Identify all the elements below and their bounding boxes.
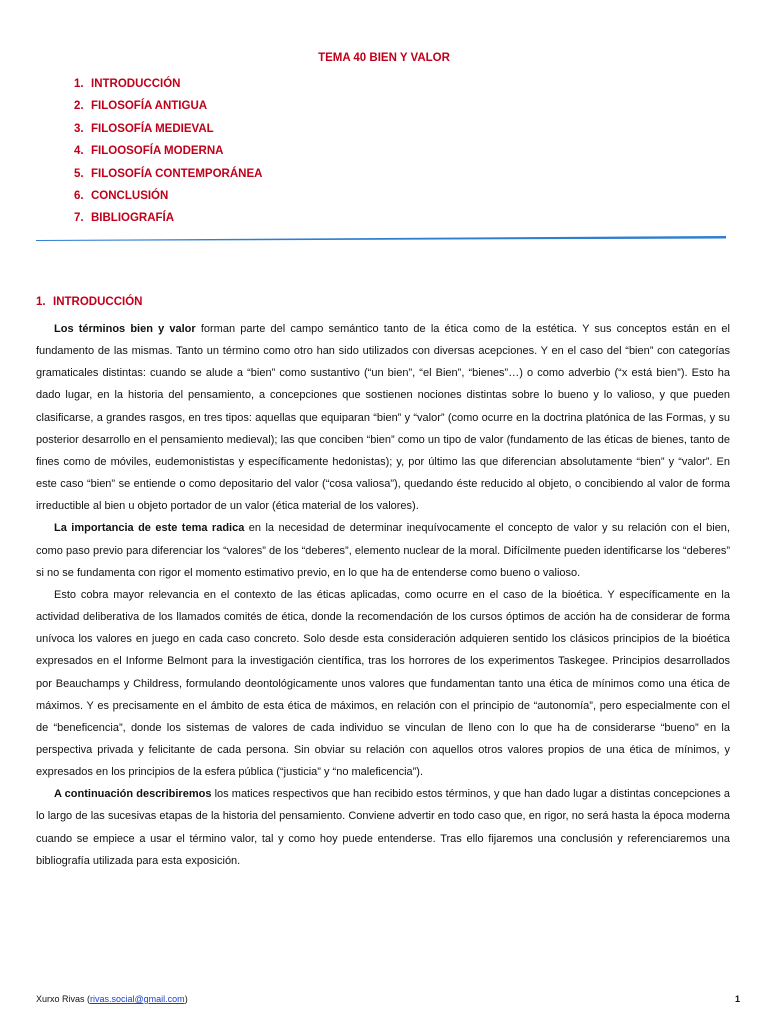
toc-item <box>74 98 262 120</box>
toc-item <box>74 143 262 165</box>
paragraph <box>36 517 730 583</box>
section-divider <box>36 235 726 241</box>
toc-item-label: INTRODUCCIÓN <box>91 78 181 90</box>
paragraph-lead: Los términos bien y valor <box>54 323 196 335</box>
toc-item-number: 3. <box>74 122 84 135</box>
paragraph-text: en la necesidad de determinar inequívocamente el concepto de valor y su relación con el bien, como paso previo para diferenciar los “valores” de los “deberes”, elemento nuclear de la moral. Difícilmente pueden identificarse los “deberes” si no se fundamenta con rigor el momento estimativo previo, en lo que ha de entenderse como bueno o valioso. <box>36 522 730 579</box>
paragraph <box>36 783 730 872</box>
paragraph <box>36 318 730 517</box>
toc-item <box>74 188 262 210</box>
toc-item-number: 1. <box>74 78 84 90</box>
author-close: ) <box>184 994 188 1004</box>
toc-item-label: FILOSOFÍA ANTIGUA <box>91 100 208 113</box>
paragraph-lead: A continuación describiremos <box>54 788 212 801</box>
toc-item <box>74 166 262 188</box>
toc-item-number: 5. <box>74 167 84 180</box>
toc-item-label: FILOOSOFÍA MODERNA <box>91 145 224 158</box>
divider-line <box>36 236 726 241</box>
paragraph-lead: La importancia de este tema radica <box>54 522 245 535</box>
paragraph-text: forman parte del campo semántico tanto de la ética como de la estética. Y sus conceptos están en el fundamento de las mismas. Tanto un término como otro han sido utilizados con diversas acepciones. Y en el caso del “bien” con categorías gramaticales distintas: cuando se alude a “bien” como sustantivo (“un bien”, “el Bien”, “bienes”…) o como adverbio (“x está bien”). Esto ha dado lugar, en la historia del pensamiento, a concepciones que sostienen nociones distintas sobre lo bueno y lo valioso, y que pueden clasificarse, a grandes rasgos, en tres tipos: aquellas que equiparan “bien” y “valor” (como ocurre en la doctrina platónica de las Formas, y su posterior desarrollo en el pensamiento medieval); las que conciben “bien” como un tipo de valor (fundamento de las éticas de bienes, tanto de fines como de móviles, eudemonististas y específicamente hedonistas); y, por último las que diferencian absolutamente “bien” y “valor”. En este caso “bien” se entiende o como depositario del valor (“cosa valiosa”), quedando éste reducido al objeto, o concibiendo al valor de forma irreductible al bien u objeto portador de un valor (ética material de los valores). <box>36 323 730 513</box>
toc-item <box>74 210 262 232</box>
section-heading <box>36 296 142 308</box>
toc-item-label: BIBLIOGRAFÍA <box>91 212 175 225</box>
body-text <box>36 318 730 872</box>
page-number: 1 <box>734 994 740 1004</box>
section-number: 1. <box>36 296 46 308</box>
paragraph-text: los matices respectivos que han recibido estos términos, y que han dado lugar a distintas concepciones a lo largo de las sucesivas etapas de la historia del pensamiento. Conviene advertir en todo caso que, en rigor, no será hasta la época moderna cuando se empiece a usar el término valor, tal y como hoy puede entenderse. Tras ello fijaremos una conclusión y referenciaremos una bibliografía utilizada para esta exposición. <box>36 788 731 867</box>
toc-item-number: 2. <box>74 100 84 113</box>
footer-author <box>36 994 188 1004</box>
toc-item <box>74 121 262 143</box>
toc-item-label: FILOSOFÍA CONTEMPORÁNEA <box>91 167 263 180</box>
toc-item-number: 6. <box>74 189 84 202</box>
toc-item-label: CONCLUSIÓN <box>91 189 169 202</box>
toc-item-number: 4. <box>74 145 84 158</box>
author-name: Xurxo Rivas ( <box>36 994 91 1004</box>
table-of-contents <box>74 76 262 233</box>
toc-item <box>74 76 262 98</box>
page-footer <box>36 994 740 1010</box>
toc-item-number: 7. <box>74 212 84 225</box>
paragraph <box>36 584 730 783</box>
paragraph-text: Esto cobra mayor relevancia en el contexto de las éticas aplicadas, como ocurre en el caso de la bioética. Y específicamente en la actividad deliberativa de los llamados comités de ética, donde la recomendación de los cursos óptimos de acción ha de considerar de forma unívoca los valores en juego en cada caso concreto. Solo desde esta consideración adquieren sentido los clásicos principios de la bioética expresados en el Informe Belmont para la investigación científica, tras los horrores de los experimentos Taskegee. Principios desarrollados por Beauchamps y Childress, formulando deontológicamente unos valores que fundamentan tanto una ética de mínimos como una ética de máximos. Y es precisamente en el ámbito de esta ética de máximos, en relación con el principio de “autonomía”, pero especialmente con el de “beneficencia”, donde los sistemas de valores de cada individuo se vinculan de lleno con lo que ha de considerarse “bueno” en la perspectiva privada y felicitante de cada persona. Sin obviar su relación con aquellos otros valores propios de una ética de mínimos, y expresados en los principios de la esfera pública (“justicia” y “no maleficencia”). <box>36 588 730 779</box>
document-title: TEMA 40 BIEN Y VALOR <box>318 52 450 64</box>
section-title: INTRODUCCIÓN <box>53 296 143 308</box>
email-link[interactable]: rivas.social@gmail.com <box>90 994 185 1004</box>
toc-item-label: FILOSOFÍA MEDIEVAL <box>91 122 214 135</box>
